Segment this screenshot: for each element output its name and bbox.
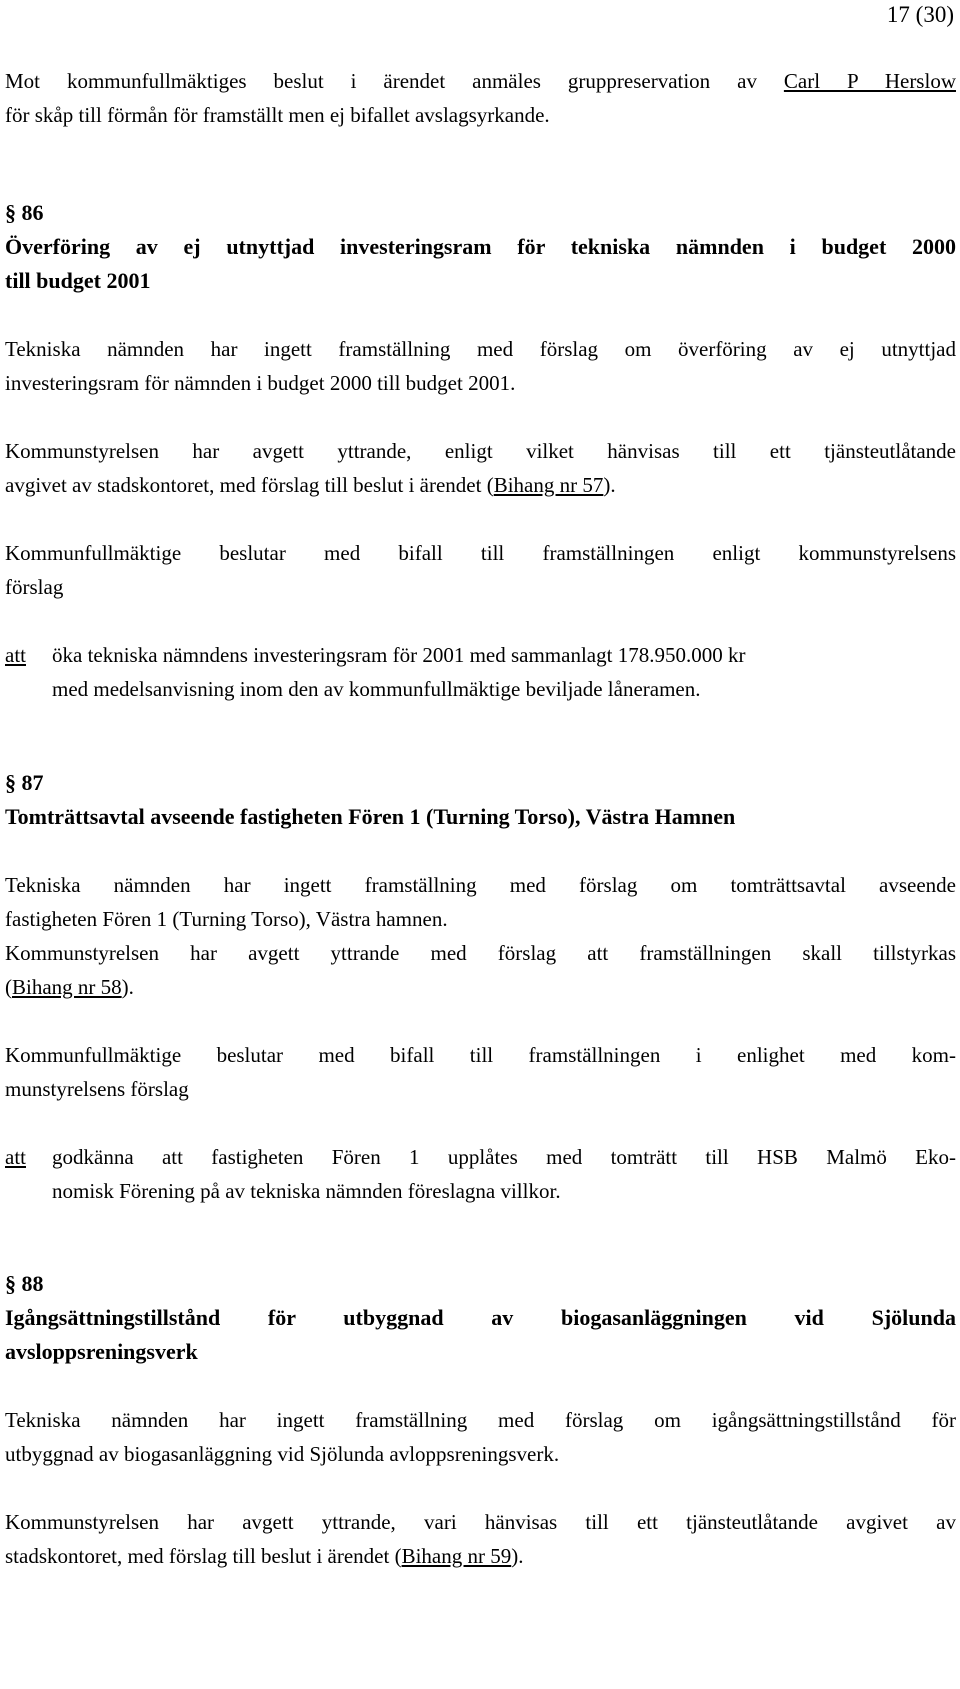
paragraph: Kommunfullmäktige beslutar med bifall till framställningen i enlighet med kom- munstyrelsens förslag	[5, 1043, 956, 1101]
section-title-cont: till budget 2001	[5, 268, 151, 293]
paragraph: Tekniska nämnden har ingett framställning med förslag om överföring av ej utnyttjad investeringsram för nämnden i budget 2000 till budget 2001.	[5, 337, 956, 395]
paragraph: Tekniska nämnden har ingett framställning med förslag om igångsättningstillstånd för utbyggnad av biogasanläggning vid Sjölunda avloppsreningsverk.	[5, 1408, 956, 1466]
bihang-link-58[interactable]: Bihang nr 58	[12, 975, 122, 999]
section-title: Tomträttsavtal avseende fastigheten Fören 1 (Turning Torso), Västra Hamnen	[5, 804, 736, 829]
section-88	[5, 1267, 956, 1573]
section-number: § 87	[5, 770, 44, 795]
section-title-cont: avsloppsreningsverk	[5, 1339, 198, 1364]
bihang-link-57[interactable]: Bihang nr 57	[493, 473, 604, 497]
paragraph: Tekniska nämnden har ingett framställning med förslag om tomträttsavtal avseende fastigheten Fören 1 (Turning Torso), Västra hamnen. Kommunstyrelsen har avgett yttrande med förslag att framställningen skall tillstyrkas (Bihang nr 58).	[5, 873, 956, 999]
att-label: att	[5, 643, 26, 667]
reference-link-herslow[interactable]: Carl P Herslow	[783, 69, 956, 93]
section-86	[5, 196, 956, 706]
section-title: Igångsättningstillstånd för utbyggnad av biogasanläggningen vid Sjölunda	[5, 1305, 956, 1330]
att-clause: att öka tekniska nämndens investeringsram för 2001 med sammanlagt 178.950.000 kr med medelsanvisning inom den av kommunfullmäktige beviljade låneramen.	[5, 638, 956, 706]
section-number: § 86	[5, 200, 44, 225]
section-87	[5, 766, 956, 1208]
section-number: § 88	[5, 1271, 44, 1296]
paragraph: Kommunfullmäktige beslutar med bifall till framställningen enligt kommunstyrelsens förslag	[5, 541, 956, 599]
paragraph: Kommunstyrelsen har avgett yttrande, vari hänvisas till ett tjänsteutlåtande avgivet av stadskontoret, med förslag till beslut i ärendet (Bihang nr 59).	[5, 1510, 956, 1568]
paragraph: Kommunstyrelsen har avgett yttrande, enligt vilket hänvisas till ett tjänsteutlåtande avgivet av stadskontoret, med förslag till beslut i ärendet (Bihang nr 57).	[5, 439, 956, 497]
page-number: 17 (30)	[886, 2, 954, 27]
bihang-link-59[interactable]: Bihang nr 59	[401, 1544, 512, 1568]
intro-paragraph: Mot kommunfullmäktiges beslut i ärendet anmäles gruppreservation av Carl P Herslow för skåp till förmån för framställt men ej bifallet avslagsyrkande.	[5, 69, 956, 127]
att-label: att	[5, 1145, 26, 1169]
section-title: Överföring av ej utnyttjad investeringsram för tekniska nämnden i budget 2000	[5, 234, 956, 259]
att-clause: att godkänna att fastigheten Fören 1 upplåtes med tomträtt till HSB Malmö Eko- nomisk Förening på av tekniska nämnden föreslagna villkor.	[5, 1140, 956, 1208]
